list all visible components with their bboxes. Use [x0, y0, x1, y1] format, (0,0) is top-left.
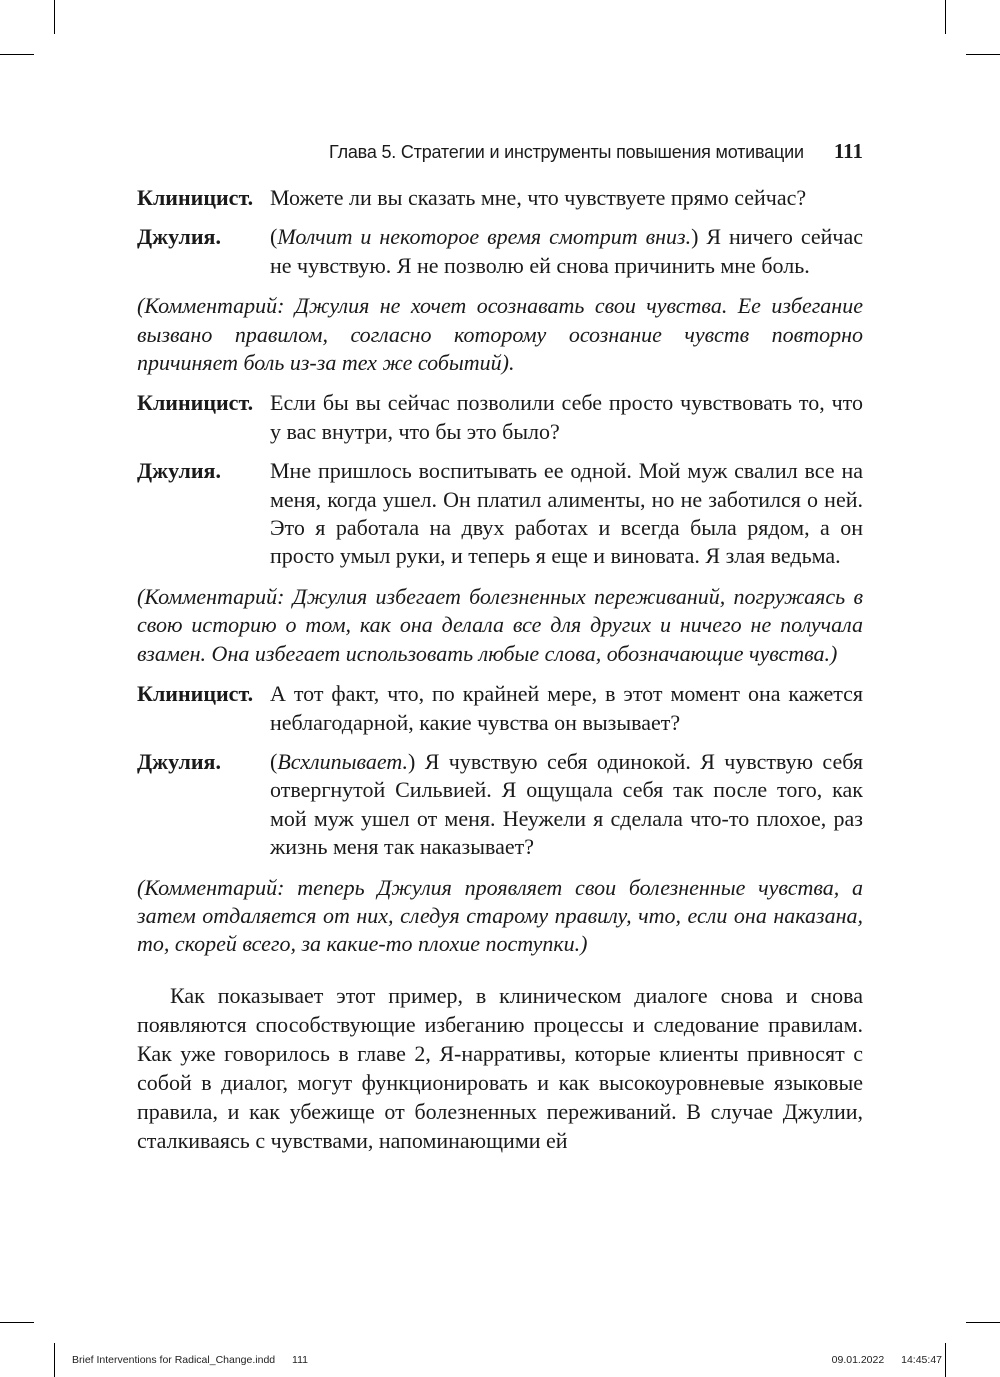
- speech-text: (Всхлипывает.) Я чувствую себя одинокой. Я чувствую себя отвергнутой Сильвией. Я ощущала себя так после того, как мой муж ушел от меня. Неужели я сделала что-то плохое, раз жизнь меня так наказывает?: [270, 748, 863, 860]
- crop-mark-bottom-right: [945, 1343, 946, 1377]
- page-number: 111: [833, 139, 863, 163]
- page-header: [137, 139, 863, 169]
- stage-direction: Всхлипывает.: [277, 748, 409, 774]
- speaker-label: Джулия.: [137, 748, 221, 774]
- speaker-label: Клиницист.: [137, 185, 254, 210]
- crop-mark-bottom-left: [54, 1343, 55, 1377]
- dialogue-line: [137, 223, 863, 280]
- crop-mark-bottom-right-h: [966, 1322, 1000, 1323]
- print-slug: [72, 1354, 942, 1366]
- speaker-label: Клиницист.: [137, 681, 254, 707]
- dialogue-line: [137, 457, 863, 571]
- dialogue-line: [137, 748, 863, 862]
- speech-text: Мне пришлось воспитывать ее одной. Мой муж свалил все на меня, когда ушел. Он платил алименты, но не заботился о ней. Это я работала на двух работах и всегда была рядом, а он просто умыл руки, и теперь я еще и виновата. Я злая ведьма.: [270, 458, 863, 569]
- stage-direction: Молчит и некоторое время смотрит вниз.: [277, 224, 692, 250]
- running-title: Глава 5. Стратегии и инструменты повышения мотивации: [329, 142, 804, 162]
- crop-mark-top-right: [945, 0, 946, 34]
- crop-mark-top-right-h: [966, 54, 1000, 55]
- crop-mark-top-left: [54, 0, 55, 34]
- speech-text: Если бы вы сейчас позволили себе просто чувствовать то, что у вас внутри, что бы это было?: [270, 390, 863, 444]
- crop-mark-top-left-h: [0, 54, 34, 55]
- speech-text: Можете ли вы сказать мне, что чувствуете прямо сейчас?: [270, 185, 807, 210]
- slug-time: 14:45:47: [901, 1354, 942, 1366]
- commentary: (Комментарий: Джулия избегает болезненных переживаний, погружаясь в свою историю о том, как она делала все для других и ничего не получала взамен. Она избегает использовать любые слова, обозначающие чувства.): [137, 583, 863, 666]
- speaker-label: Джулия.: [137, 458, 221, 484]
- slug-date: 09.01.2022: [831, 1354, 885, 1366]
- crop-mark-bottom-left-h: [0, 1322, 34, 1323]
- commentary: (Комментарий: Джулия не хочет осознавать свои чувства. Ее избегание вызвано правилом, согласно которому осознание чувств повторно причиняет боль из-за тех же событий).: [137, 293, 863, 376]
- speech-text: А тот факт, что, по крайней мере, в этот момент она кажется неблагодарной, какие чувства он вызывает?: [270, 681, 863, 735]
- dialogue-line: [137, 389, 863, 446]
- speech-text: (Молчит и некоторое время смотрит вниз.) Я ничего сейчас не чувствую. Я не позволю ей снова причинить мне боль.: [270, 224, 863, 278]
- slug-page: 111: [292, 1354, 309, 1366]
- page-content: [137, 184, 863, 1155]
- speaker-label: Клиницист.: [137, 390, 254, 416]
- dialogue-line: [137, 680, 863, 737]
- dialogue-line: [137, 184, 863, 212]
- body-paragraph: Как показывает этот пример, в клиническом диалоге снова и снова появляются способствующие избеганию процессы и следование правилам. Как уже говорилось в главе 2, Я-нарративы, которые клиенты привносят с собой в диалог, могут функционировать и как высокоуровневые языковые правила, и как убежище от болезненных переживаний. В случае Джулии, сталкиваясь с чувствами, напоминающими ей: [137, 982, 863, 1153]
- speaker-label: Джулия.: [137, 224, 221, 250]
- slug-filename: Brief Interventions for Radical_Change.indd: [72, 1354, 276, 1366]
- commentary: (Комментарий: теперь Джулия проявляет свои болезненные чувства, а затем отдаляется от них, следуя старому правилу, что, если она наказана, то, скорей всего, за какие-то плохие поступки.): [137, 874, 863, 957]
